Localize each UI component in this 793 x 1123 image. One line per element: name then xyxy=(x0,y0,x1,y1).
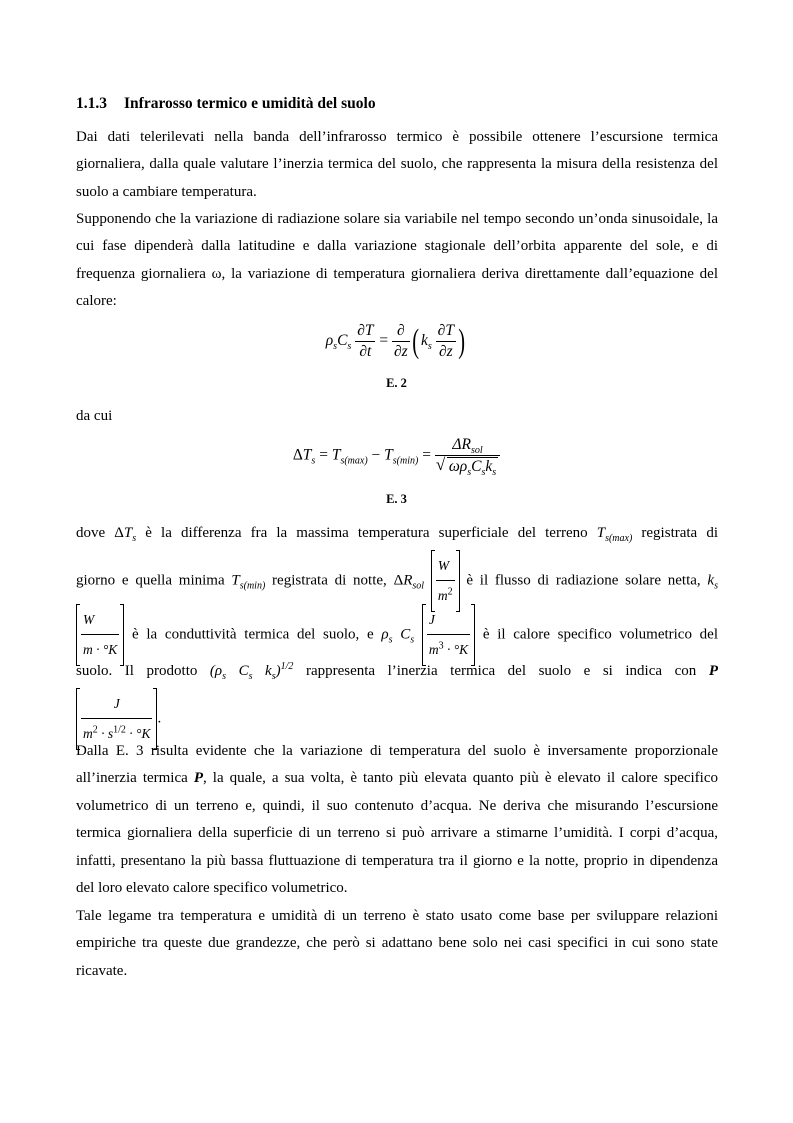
p3-rho: ρ xyxy=(381,626,389,643)
unit-w: W xyxy=(436,552,455,581)
eq3-C: C xyxy=(471,458,482,475)
p4-t1: Dalla E. 3 risulta evidente che la variazione di temperatura del suolo è inversamente proporzionale all’inerzia termica xyxy=(76,743,718,787)
eq3-Tmax-sub: s(max) xyxy=(340,455,368,467)
paragraph-3-line-3 xyxy=(76,604,718,666)
unit-m3-k: · °K xyxy=(443,642,469,658)
eq2-frac-dTdz xyxy=(436,322,456,361)
eq2-label: E. 2 xyxy=(386,376,407,390)
eq2-num-d: ∂ xyxy=(392,322,410,342)
eq2-frac-dt xyxy=(355,322,375,361)
unit-m3-m: m xyxy=(428,642,439,658)
p3-C-sub: s xyxy=(410,634,415,646)
paragraph-3-line-2 xyxy=(76,550,718,612)
eq3-num xyxy=(435,436,500,456)
p3-k-sub: s xyxy=(714,580,718,592)
eq2-den-dz: ∂z xyxy=(393,343,408,360)
eq3-Tmax: T xyxy=(331,446,341,464)
eq3-label: E. 3 xyxy=(386,492,407,506)
unit-w-mk xyxy=(76,604,124,666)
eq2-rho-sub: s xyxy=(333,341,338,353)
eq3-minus: − xyxy=(371,446,381,464)
eq2-c: C xyxy=(337,332,348,350)
unit-m2-m: m xyxy=(437,588,448,604)
p3-t4: giorno e quella minima xyxy=(76,572,232,589)
unit-j-m3k xyxy=(422,604,475,666)
eq3-Tmin: T xyxy=(384,446,393,464)
eq3-omega: ωρ xyxy=(448,458,468,475)
p3-prod-close: ) xyxy=(275,663,281,679)
paragraph-5: Tale legame tra temperatura e umidità di un terreno è stato usato come base per sviluppare relazioni empiriche tra queste due grandezze, che però si adattano bene solo nei casi specifici in cui sono state ricavate. xyxy=(76,908,718,979)
equation-3 xyxy=(0,436,793,479)
p3-prod-k: k xyxy=(252,663,272,679)
paragraph-4 xyxy=(76,738,718,902)
unit-p-s-exp: 1/2 xyxy=(113,724,126,736)
unit-w-mk-frac xyxy=(81,606,119,664)
unit-w-m2 xyxy=(431,550,460,612)
p3-t2: è la differenza fra la massima temperatura superficiale del terreno xyxy=(136,525,597,541)
p3-prod-c: C xyxy=(226,663,249,679)
eq3-k-sub: s xyxy=(492,467,497,479)
unit-m2-exp: 2 xyxy=(447,586,453,598)
p3-rho-sub: s xyxy=(388,634,393,646)
section-title: Infrarosso termico e umidità del suolo xyxy=(124,95,376,112)
eq3-T-sub: s xyxy=(311,455,316,467)
p3-R-sub: sol xyxy=(412,580,425,592)
unit-p-k: · °K xyxy=(125,726,151,742)
eq2-num-dT: ∂T xyxy=(355,322,375,342)
p3-prod-rho-sub: s xyxy=(222,671,227,682)
eq3-omega-sub: s xyxy=(467,467,472,479)
p3-t8: è il calore specifico volumetrico del xyxy=(475,626,719,643)
eq3-Tmin-sub: s(min) xyxy=(392,455,419,467)
unit-m3-exp: 3 xyxy=(438,640,444,652)
unit-p-m: m xyxy=(83,726,93,742)
eq3-den xyxy=(435,456,500,479)
eq2-k: k xyxy=(421,332,428,350)
eq2-equals: = xyxy=(379,332,389,350)
eq2-c-sub: s xyxy=(347,341,352,353)
eq2-rho: ρ xyxy=(325,332,334,350)
p3-P: P xyxy=(708,663,718,679)
equation-2 xyxy=(0,322,793,361)
p3-t7: è la conduttività termica del suolo, e xyxy=(124,626,382,643)
p3-k: k xyxy=(707,572,715,589)
p3-t6: è il flusso di radiazione solare netta, xyxy=(459,572,708,589)
unit-w-m2-frac xyxy=(436,552,455,610)
p3-prod-c-sub: s xyxy=(248,671,253,682)
p3-prod-k-sub: s xyxy=(271,671,276,682)
eq3-k: k xyxy=(485,458,493,475)
p3-R: R xyxy=(403,572,413,589)
unit-j-m3k-frac xyxy=(427,606,470,664)
p3-t9: suolo. Il prodotto xyxy=(76,663,210,679)
unit-j: J xyxy=(427,606,470,635)
p3-t3: registrata di xyxy=(632,525,718,541)
eq2-den-dt: ∂t xyxy=(359,343,372,360)
p3-prod-rho: (ρ xyxy=(209,663,223,679)
unit-w2: W xyxy=(81,606,119,635)
paragraph-3-line-4 xyxy=(76,658,718,685)
section-heading xyxy=(76,95,376,113)
p4-P: P xyxy=(193,770,203,787)
eq3-dR-sub: sol xyxy=(470,445,483,457)
eq3-sqrt xyxy=(447,457,498,479)
p3-Tmax-sub: s(max) xyxy=(605,533,633,544)
p3-T-sub: s xyxy=(132,533,137,544)
unit-p-s: · s xyxy=(97,726,114,742)
eq3-delta: Δ xyxy=(292,446,303,464)
p3-Tmin-sub: s(min) xyxy=(239,580,266,592)
p3-prod-exp: 1/2 xyxy=(280,661,294,672)
p3-C: C xyxy=(400,626,411,643)
p3-period: . xyxy=(157,710,162,727)
p3-T: T xyxy=(123,525,133,541)
eq3-C-sub: s xyxy=(481,467,486,479)
p3-t10: rappresenta l’inerzia termica del suolo e si indica con xyxy=(293,663,709,679)
eq2-frac-dz xyxy=(392,322,410,361)
p3-t1: dove Δ xyxy=(76,525,124,541)
eq3-dR: ΔR xyxy=(452,436,471,453)
p3-t5: registrata di notte, Δ xyxy=(265,572,404,589)
paragraph-3-line-1 xyxy=(76,520,718,547)
eq2-lparen: ( xyxy=(411,322,419,360)
p4-t2: , la quale, a sua volta, è tanto più elevata quanto più è elevato il calore specifico volumetrico di un terreno e, quindi, il suo contenuto d’acqua. Ne deriva che misurando l’escursione termica giornaliera della superficie di un terreno si può arrivare a stimarne l’umidità. I corpi d’acqua, infatti, presentano la più bassa fluttuazione di temperatura tra il giorno e la notte, proprio in dipendenza del loro elevato calore specifico volumetrico. xyxy=(76,770,719,897)
eq2-den-dz2: ∂z xyxy=(438,343,453,360)
p3-Tmin: T xyxy=(231,572,240,589)
unit-mk: m · °K xyxy=(83,642,118,658)
eq3-T: T xyxy=(302,446,312,464)
unit-p-m-exp: 2 xyxy=(92,724,98,736)
eq2-num-dT2: ∂T xyxy=(436,322,456,342)
da-cui: da cui xyxy=(76,408,113,424)
eq3-frac xyxy=(435,436,500,479)
eq3-equals-2: = xyxy=(422,446,431,464)
eq2-rparen: ) xyxy=(458,322,466,360)
section-number: 1.1.3 xyxy=(76,95,107,112)
paragraph-1: Dai dati telerilevati nella banda dell’infrarosso termico è possibile ottenere l’escursione termica giornaliera, dalla quale valutare l’inerzia termica del suolo, che rappresenta la misura della resistenza del suolo a cambiare temperatura. xyxy=(76,129,718,200)
unit-p-j: J xyxy=(81,690,152,719)
p3-Tmax: T xyxy=(596,525,606,541)
eq2-k-sub: s xyxy=(427,341,432,353)
eq3-equals-1: = xyxy=(319,446,328,464)
paragraph-2: Supponendo che la variazione di radiazione solare sia variabile nel tempo secondo un’onda sinusoidale, la cui fase dipenderà dalla latitudine e dalla variazione stagionale dell’orbita apparente del sole, e di frequenza giornaliera ω, la variazione di temperatura giornaliera deriva direttamente dall’equazione del calore: xyxy=(76,211,718,310)
